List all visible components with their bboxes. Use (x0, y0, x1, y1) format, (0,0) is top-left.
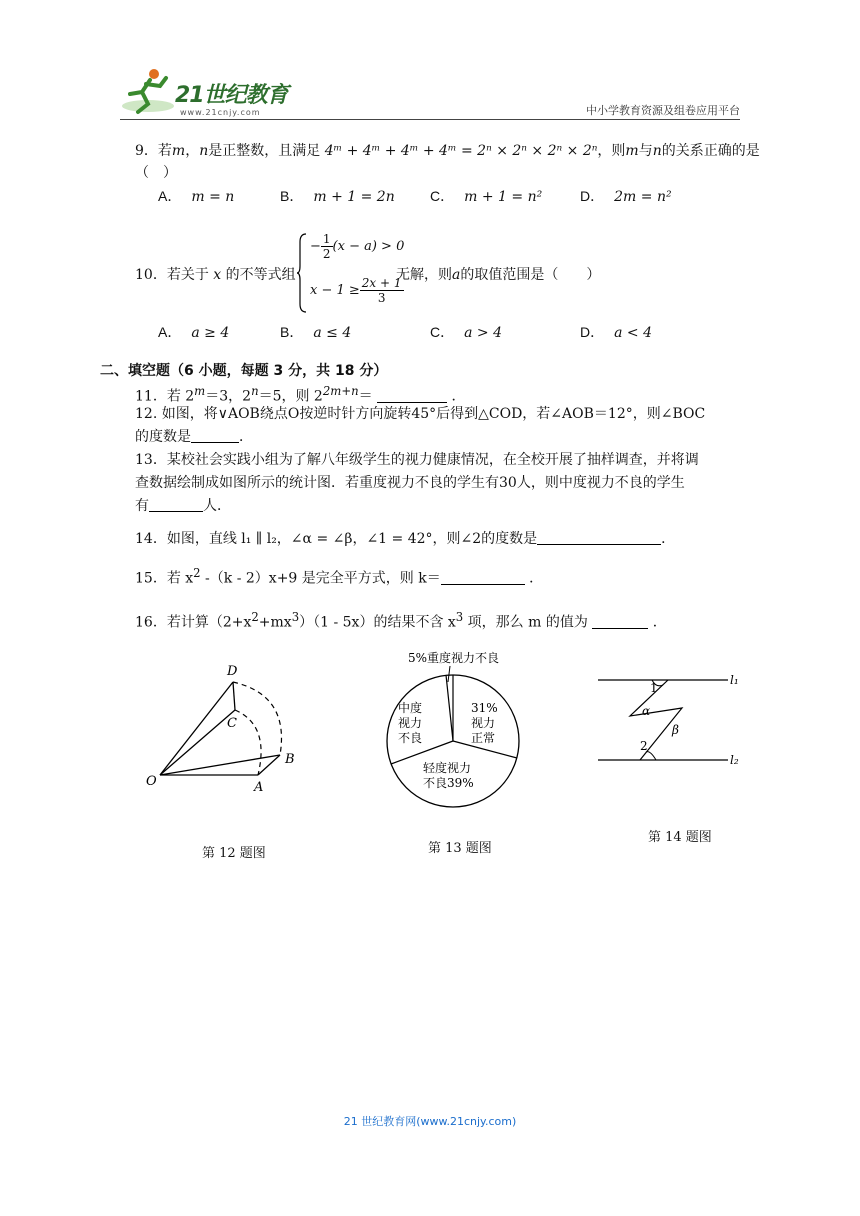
question-13-line-2: 查数据绘制成如图所示的统计图．若重度视力不良的学生有30人，则中度视力不良的学生 (135, 475, 685, 491)
q16-answer-blank[interactable] (592, 614, 648, 629)
label-C: C (227, 716, 237, 731)
logo-runner-icon (120, 64, 180, 116)
question-13-line-3: 有 人． (135, 498, 231, 514)
pie-moderate-3: 不良 (398, 731, 423, 745)
q12-answer-blank[interactable] (191, 428, 239, 443)
figure-12-rotation-diagram (140, 655, 310, 795)
label-l2: l₂ (730, 753, 739, 767)
platform-title: 中小学教育资源及组卷应用平台 (586, 104, 740, 117)
question-12-line-1: 12. 如图，将∨AOB绕点O按逆时针方向旋转45°后得到△COD，若∠AOB＝12°，则∠BOC (135, 406, 706, 422)
q10-inequality-1: − $\frac{1}{2}$ (x − a) > 0 (310, 232, 405, 261)
q10-option-d: D． a < 4 (580, 324, 653, 341)
question-10-text-b: 无解，则a的取值范围是（ ） (396, 267, 601, 283)
question-14: 14．如图，直线 l₁ ∥ l₂，∠α = ∠β，∠1 = 42°，则∠2的度数是 ． (135, 531, 676, 547)
q9-equation: 4ᵐ + 4ᵐ + 4ᵐ + 4ᵐ = 2ⁿ × 2ⁿ × 2ⁿ × 2ⁿ (324, 143, 598, 159)
question-15: 15．若 $x^2$ -（k - 2）x+9 是完全平方式，则 k＝ ． (135, 566, 544, 587)
q9-option-c: C． m + 1 = n² (430, 188, 543, 205)
label-O: O (146, 774, 157, 789)
q9-option-d: D． 2m = n² (580, 188, 672, 205)
pie-moderate-2: 视力 (398, 716, 423, 730)
q11-answer-blank[interactable] (377, 388, 447, 403)
pie-normal-1: 31% (471, 701, 498, 715)
label-angle-2: 2 (640, 739, 648, 753)
pie-mild-2: 不良39% (423, 776, 474, 790)
q10-option-a: A． a ≥ 4 (158, 324, 230, 341)
q9-option-b: B． m + 1 = 2n (280, 188, 395, 205)
q13-answer-blank[interactable] (149, 497, 203, 512)
label-alpha: α (642, 704, 651, 718)
pie-mild-1: 轻度视力 (423, 761, 472, 775)
label-beta: β (672, 723, 679, 737)
label-angle-1: 1 (650, 681, 658, 695)
pie-moderate-1: 中度 (398, 701, 423, 715)
figure-14-caption: 第 14 题图 (648, 830, 712, 845)
question-11: 11．若 $2^m=3$，$2^n=5$，则 $2^{2m+n}=$ ． (135, 384, 466, 405)
logo-url: www.21cnjy.com (180, 108, 261, 117)
header-divider (120, 119, 740, 120)
section-2-title: 二、填空题（6 小题，每题 3 分，共 18 分） (100, 363, 388, 379)
q9-paren: （ ） (135, 165, 177, 181)
brace-icon (296, 232, 308, 314)
q10-option-c: C． a > 4 (430, 324, 503, 341)
figure-12-caption: 第 12 题图 (202, 846, 266, 861)
q15-answer-blank[interactable] (441, 570, 525, 585)
question-13-line-1: 13．某校社会实践小组为了解八年级学生的视力健康情况，在全校开展了抽样调查，并将调 (135, 452, 699, 468)
pie-normal-2: 视力 (471, 716, 496, 730)
page-footer: 21 世纪教育网(www.21cnjy.com) (343, 1115, 517, 1128)
label-l1: l₁ (730, 673, 739, 687)
figure-13-caption: 第 13 题图 (428, 841, 492, 856)
page-header (120, 64, 740, 120)
q14-answer-blank[interactable] (537, 530, 661, 545)
question-16: 16．若计算$(2+x^2+mx^3)(1 - 5x)$的结果不含 $x^3$ 项，那么 m 的值为 ． (135, 610, 667, 631)
label-D: D (227, 664, 238, 679)
question-9: 9．若m，n是正整数，且满足 4ᵐ + 4ᵐ + 4ᵐ + 4ᵐ = 2ⁿ × 2ⁿ × 2ⁿ × 2ⁿ，则m与n的关系正确的是 (135, 143, 760, 159)
question-10-text-a: 10．若关于 x 的不等式组 (135, 267, 296, 283)
q10-inequality-2: x − 1 ≥ $\frac{2x + 1}{3}$ (310, 276, 402, 305)
label-A: A (254, 780, 264, 795)
figure-13-pie-chart (378, 648, 528, 808)
pie-label-severe: 5%重度视力不良 (408, 651, 500, 665)
q9-option-a: A． m = n (158, 188, 235, 205)
q10-option-b: B． a ≤ 4 (280, 324, 352, 341)
logo-text: 21世纪教育 (175, 83, 288, 108)
figure-14-parallel-lines (590, 668, 750, 778)
question-12-line-2: 的度数是 ． (135, 429, 253, 445)
label-B: B (285, 752, 295, 767)
pie-normal-3: 正常 (471, 731, 496, 745)
